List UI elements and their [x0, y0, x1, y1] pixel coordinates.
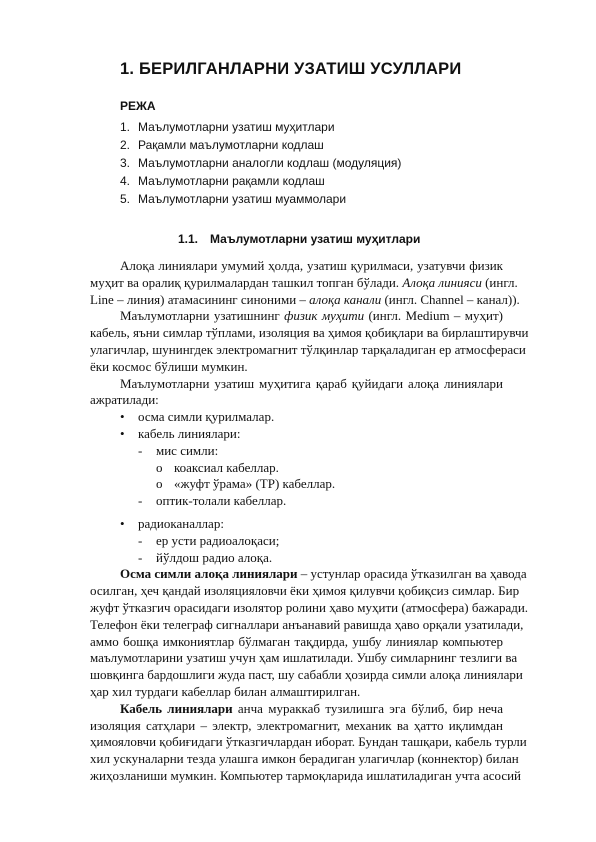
text-run: анча мураккаб тузилишга эга бўлиб, бир неча [232, 700, 503, 716]
item-text: Маълумотларни узатиш муҳитлари [138, 120, 335, 134]
list-item [90, 426, 503, 443]
list-item [120, 154, 401, 172]
text-line: жуфт ўтказгич орасидаги изолятор ролини ҳаво муҳити (атмосфера) бажаради. [90, 599, 529, 615]
text-line [90, 291, 520, 309]
list-item [90, 533, 503, 550]
paragraph [90, 700, 527, 785]
circle-bullet-icon: o [156, 476, 163, 492]
dash-icon: - [138, 493, 143, 509]
page-title: 1. БЕРИЛГАНЛАРНИ УЗАТИШ УСУЛЛАРИ [120, 60, 462, 78]
emphasis: Алоқа линияси [402, 274, 482, 290]
item-number: 5. [120, 192, 131, 206]
item-number: 1. [120, 120, 131, 134]
item-text: радиоканаллар: [138, 515, 224, 531]
text-line: улагичлар, шунингдек электромагнит тўлқинлар тарқаладиган ер атмосфераси [90, 341, 526, 357]
item-number: 3. [120, 156, 131, 170]
list-item [90, 493, 503, 510]
item-text: Рақамли маълумотларни кодлаш [138, 138, 324, 152]
list-item [90, 516, 503, 533]
text-run: Line – линия) атамасининг синоними – [90, 291, 310, 307]
item-text: «жуфт ўрама» (TP) кабеллар. [174, 476, 336, 492]
text-line: Телефон ёки телеграф сигналлари анъанавий равишда ҳаво орқали узатилади, [90, 616, 524, 632]
bullet-icon: • [120, 425, 125, 441]
text-line [90, 308, 503, 325]
list-item [120, 136, 401, 154]
paragraph [90, 308, 529, 375]
list-item [90, 476, 503, 493]
text-run: (ингл. Channel – канал)). [381, 291, 520, 307]
section-title: Маълумотларни узатиш муҳитлари [210, 232, 421, 246]
section-heading [178, 232, 420, 246]
item-text: мис симли: [156, 442, 219, 458]
paragraph [90, 376, 503, 410]
text-run: – устунлар орасида ўтказилган ва ҳавода [297, 566, 527, 582]
item-text: коаксиал кабеллар. [174, 459, 279, 475]
term: Осма симли алоқа линиялари [120, 566, 298, 582]
item-number: 4. [120, 174, 131, 188]
item-text: Маълумотларни рақамли кодлаш [138, 174, 325, 188]
text-run: Маълумотларни узатишнинг [120, 308, 285, 324]
text-line: Алоқа линиялари умумий ҳолда, узатиш қурилмаси, узатувчи физик [120, 258, 503, 273]
body-text [90, 258, 529, 785]
text-line: ажратилади: [90, 392, 159, 408]
item-text: ер усти радиоалоқаси; [156, 532, 280, 548]
text-line [90, 274, 518, 292]
dash-icon: - [138, 549, 143, 565]
term: Кабель линиялари [120, 700, 233, 716]
text-line: ҳимояловчи қобиғидаги ўтказгичлардан иборат. Бундан ташқари, кабель турли [90, 734, 527, 750]
text-line: шовқинга бардошлиги жуда паст, шу сабабли ҳозирда симли алоқа линиялари [90, 667, 523, 683]
bullet-icon: • [120, 515, 125, 531]
item-text: йўлдош радио алоқа. [156, 549, 273, 565]
text-line: кабель, яъни симлар тўплами, изоляция ва ҳимоя қобиқлари ва бирлаштирувчи [90, 325, 529, 341]
text-line: изоляция сатҳлари – электр, электромагнит, механик ва ҳатто иқлимдан [90, 717, 503, 733]
list-item [90, 550, 503, 567]
item-text: осма симли қурилмалар. [138, 409, 275, 425]
emphasis: физик муҳити [284, 308, 365, 324]
text-line: аммо бошқа имкониятлар бўлмаган тақдирда, ушбу линиялар компьютер [90, 633, 503, 649]
item-text: кабель линиялари: [138, 425, 241, 441]
list-item [120, 118, 401, 136]
dash-icon: - [138, 532, 143, 548]
list-item [90, 460, 503, 477]
plan-heading: РЕЖА [120, 99, 156, 113]
text-line: ёки космос бўлиши мумкин. [90, 358, 248, 374]
plan-list [120, 118, 401, 208]
paragraph [90, 566, 529, 700]
paragraph [90, 258, 520, 308]
item-number: 2. [120, 138, 131, 152]
text-line [90, 566, 527, 583]
text-line: хил ускуналарни тезда улашга имкон берадиган улагичлар (коннектор) билан [90, 751, 519, 767]
text-run: муҳит ва оралиқ қурилмалардан ташкил топган бўлади. [90, 274, 403, 290]
text-line: маълумотларини узатиш учун ҳам ишлатилади. Ушбу симларнинг тезлиги ва [90, 650, 518, 666]
text-line: Маълумотларни узатиш муҳитига қараб қуйидаги алоқа линиялари [120, 375, 503, 391]
text-run: (ингл. [481, 274, 518, 290]
item-text: оптик-толали кабеллар. [156, 493, 287, 509]
section-number: 1.1. [178, 232, 199, 246]
text-line: осилган, ҳеч қандай изоляцияловчи ёки ҳимоя қилувчи қобиқсиз симлар. Бир [90, 583, 520, 599]
item-text: Маълумотларни узатиш муаммолари [138, 192, 347, 206]
text-run: (ингл. Medium – муҳит) [364, 308, 503, 324]
dash-icon: - [138, 442, 143, 458]
text-line: жиҳозланиши мумкин. Компьютер тармоқларида ишлатиладиган учта асосий [90, 767, 522, 783]
list-item [90, 443, 503, 460]
text-line: ҳар хил турдаги кабеллар билан алмаштирилган. [90, 683, 361, 699]
list-item [90, 409, 503, 426]
list-item [120, 190, 401, 208]
emphasis: алоқа канали [309, 291, 382, 307]
bullet-icon: • [120, 409, 125, 425]
text-line [90, 701, 503, 718]
item-text: Маълумотларни аналогли кодлаш (модуляция) [138, 156, 402, 170]
list-item [120, 172, 401, 190]
circle-bullet-icon: o [156, 459, 163, 475]
